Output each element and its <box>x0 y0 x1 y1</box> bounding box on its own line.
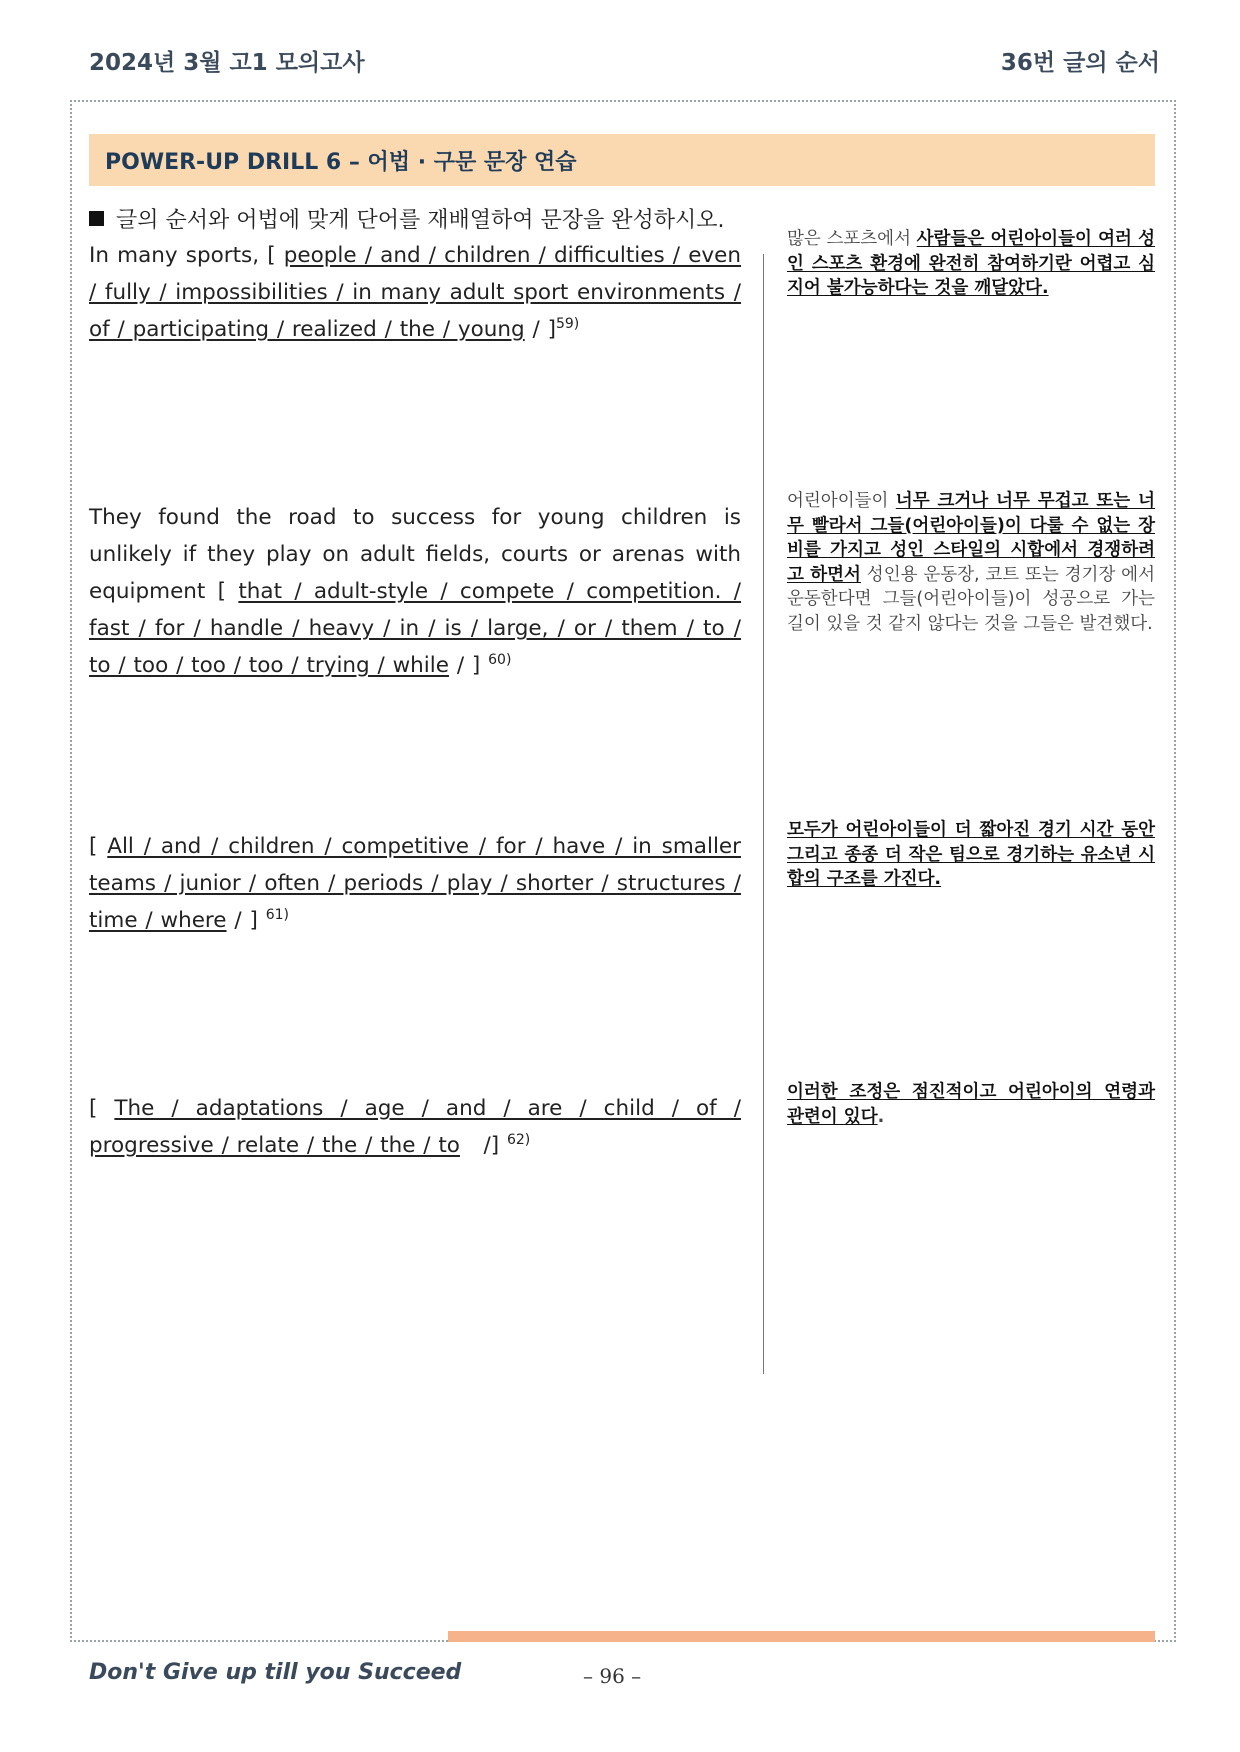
question-number: 61) <box>265 907 289 923</box>
translation-highlight: 사람들은 어린아이들이 여러 성인 스포츠 환경에 완전히 참여하기란 어렵고 심지어 불가능하다는 것을 깨달았다. <box>787 229 1155 298</box>
question-number: 59) <box>555 316 580 332</box>
header-title-right: 36번 글의 순서 <box>1000 50 1160 76</box>
bracket-close: / ] <box>448 653 481 678</box>
column-divider <box>763 254 764 1374</box>
question-text: [ <box>89 1096 115 1121</box>
bracket-close: / ] <box>226 908 258 933</box>
question-61 <box>89 828 741 939</box>
translation-60 <box>787 489 1155 636</box>
translation-highlight: 모두가 어린아이들이 더 짧아진 경기 시간 동안 그리고 종종 더 작은 팀으로 경기하는 유소년 시합의 구조를 가진다. <box>787 820 1155 889</box>
scrambled-words: The / adaptations / age / and / are / child / of / progressive / relate / the / the / to <box>89 1096 741 1158</box>
question-text: They found the road to success for young children is unlikely if they play on adult fields, courts or arenas with equipment [ <box>89 505 741 604</box>
translation-text: 어린아이들이 <box>787 491 896 511</box>
drill-title: POWER-UP DRILL 6 – 어법 · 구문 문장 연습 <box>105 149 577 175</box>
instruction <box>89 203 725 234</box>
question-text: [ <box>89 834 108 859</box>
header-title-left: 2024년 3월 고1 모의고사 <box>89 50 365 76</box>
scrambled-words: people / and / children / difficulties / even / fully / impossibilities / in many adult sport environments / of / participating / realized / the / young <box>89 243 742 342</box>
footer-motto: Don't Give up till you Succeed <box>89 1660 462 1685</box>
translation-text: 성인용 운동장, 코트 또는 경기장 에서 운동한다면 그들(어린아이들)이 성공으로 가는 길이 있을 것 같지 않다는 것을 그들은 발견했다. <box>787 564 1155 634</box>
scrambled-words: All / and / children / competitive / for / have / in smaller teams / junior / often / periods / play / shorter / structures / time / where <box>89 834 741 933</box>
translation-highlight: 너무 크거나 너무 무겁고 또는 너무 빨라서 그들(어린아이들)이 다룰 수 없는 장비를 가지고 성인 스타일의 시합에서 경쟁하려고 하면서 <box>787 491 1155 585</box>
question-number: 60) <box>488 652 512 668</box>
question-59 <box>89 237 741 348</box>
translation-61 <box>787 818 1155 892</box>
question-text: In many sports, [ <box>89 243 284 268</box>
question-60 <box>89 499 741 684</box>
scrambled-words: that / adult-style / compete / competition. / fast / for / handle / heavy / in / is / large, / or / them / to / to / too / too / too / trying / while <box>89 579 741 678</box>
bracket-close: / ] <box>524 317 556 342</box>
square-bullet-icon <box>89 211 104 226</box>
instruction-text: 글의 순서와 어법에 맞게 단어를 재배열하여 문장을 완성하시오. <box>116 208 725 233</box>
question-62 <box>89 1090 741 1164</box>
bracket-close: /] <box>459 1133 500 1158</box>
footer-accent-bar <box>448 1631 1155 1642</box>
translation-62 <box>787 1080 1155 1129</box>
translation-text: . <box>877 1106 885 1127</box>
translation-59 <box>787 227 1155 301</box>
translation-highlight: 이러한 조정은 점진적이고 어린아이의 연령과 관련이 있다 <box>787 1082 1155 1127</box>
question-number: 62) <box>506 1132 531 1148</box>
drill-banner <box>89 134 1155 186</box>
translation-text: 많은 스포츠에서 <box>787 229 917 249</box>
page-number: – 96 – <box>583 1664 642 1688</box>
